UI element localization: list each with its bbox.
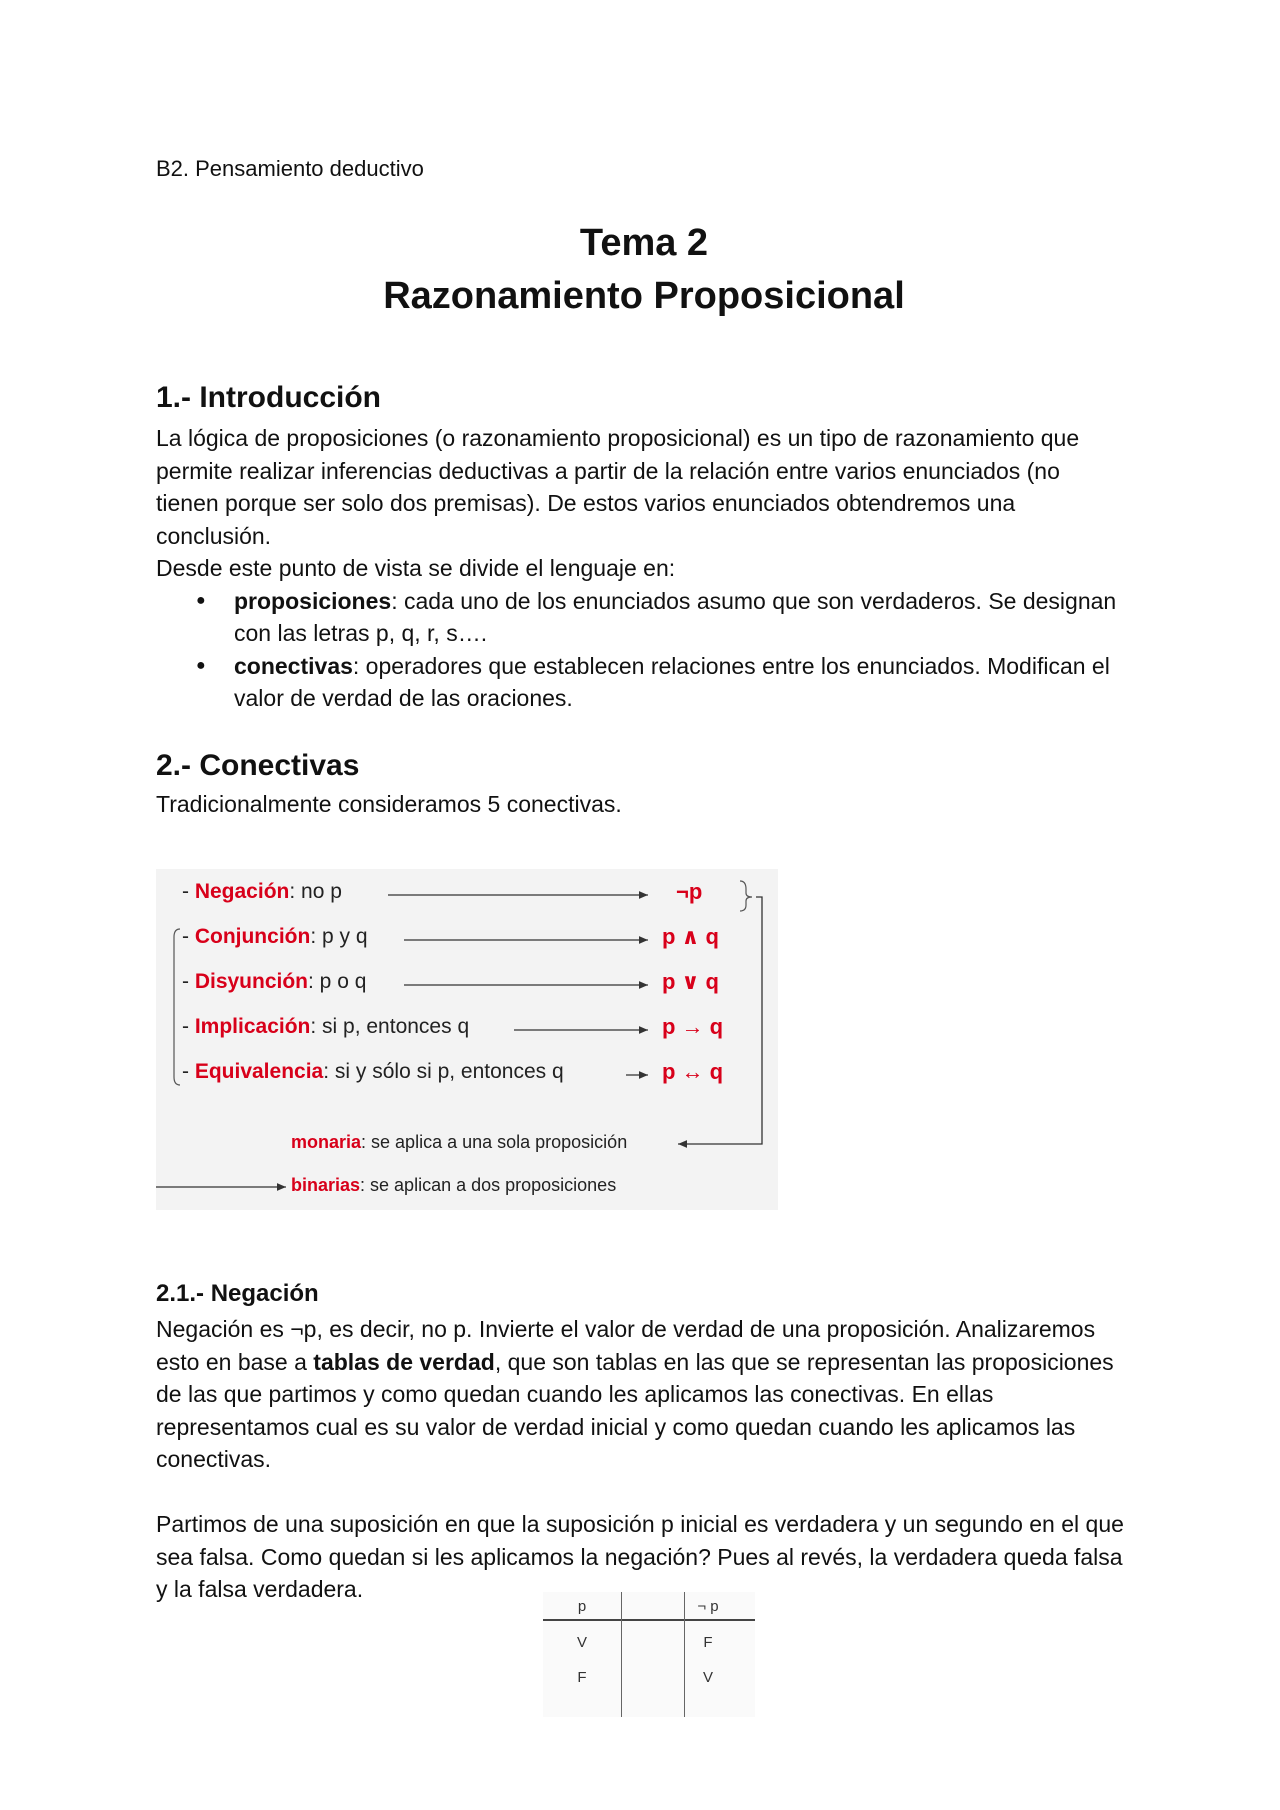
bullet-text: : operadores que establecen relaciones entre los enunciados. Modifican el valor de verdad de las oraciones.: [234, 652, 1110, 711]
table-cell: V: [576, 1634, 587, 1651]
connective-row-disyuncion: [182, 970, 366, 994]
connective-row-conjuncion: [182, 925, 368, 949]
connective-name: Equivalencia: [194, 1060, 324, 1083]
row-prefix: -: [182, 925, 195, 948]
list-item: [156, 650, 1126, 715]
section2-heading: 2.- Conectivas: [156, 749, 360, 782]
section1-body: [156, 422, 1126, 715]
section21-paragraph2: Partimos de una suposición en que la suposición p inicial es verdadera y un segundo en el que sea falsa. Como quedan si les aplicamos la negación? Pues al revés, la verdadera queda falsa y la falsa verdadera.: [156, 1511, 1124, 1602]
symbol-conjuncion: p ∧ q: [662, 924, 719, 949]
symbol-negacion: ¬p: [676, 879, 703, 904]
table-cell: F: [703, 1634, 713, 1651]
row-prefix: -: [182, 1015, 195, 1038]
symbol-equivalencia: p ↔ q: [662, 1059, 724, 1084]
row-prefix: -: [182, 1060, 195, 1083]
course-label: B2. Pensamiento deductivo: [156, 156, 424, 181]
section1-heading: 1.- Introducción: [156, 381, 381, 414]
connective-name: Implicación: [194, 1015, 311, 1038]
section21-body: [156, 1313, 1126, 1606]
connective-desc: : si p, entonces q: [310, 1015, 470, 1038]
table-header-cell: p: [577, 1598, 587, 1615]
connective-name: Conjunción: [194, 925, 311, 948]
paragraph-text: Negación es ¬p, es decir, no p. Invierte el valor de verdad de una proposición. Analizaremos esto en base a: [156, 1316, 1096, 1375]
section1-paragraph2: Desde este punto de vista se divide el lenguaje en:: [156, 555, 676, 581]
bullet-list: [156, 585, 1126, 715]
symbol-implicacion: p → q: [662, 1014, 724, 1039]
paragraph-bold: tablas de verdad: [313, 1348, 495, 1375]
table-header-cell: ¬ p: [697, 1598, 719, 1615]
table-cell: V: [702, 1669, 713, 1686]
section1-paragraph1: La lógica de proposiciones (o razonamiento proposicional) es un tipo de razonamiento que permite realizar inferencias deductivas a partir de la relación entre varios enunciados (no tienen porque ser solo dos premisas). De estos varios enunciados obtendremos una conclusión.: [156, 425, 1080, 549]
bullet-text: : cada uno de los enunciados asumo que son verdaderos. Se designan con las letras p, q, r, s….: [234, 587, 1117, 646]
monaria-term: monaria: [291, 1132, 362, 1152]
binarias-note: [291, 1175, 616, 1196]
connective-desc: : no p: [289, 880, 342, 903]
monaria-note: [291, 1132, 627, 1153]
connective-desc: : p o q: [308, 970, 367, 993]
paragraph-text: , que son tablas en las que se representan las proposiciones de las que partimos y como quedan cuando les aplicamos las conectivas. En ellas representamos cual es su valor de verdad inicial y como quedan cuando les aplicamos las conectivas.: [156, 1348, 1114, 1472]
binarias-text: : se aplican a dos proposiciones: [360, 1175, 617, 1195]
row-prefix: -: [182, 880, 195, 903]
connective-name: Disyunción: [194, 970, 309, 993]
section21-paragraph1: [156, 1313, 1126, 1476]
connective-name: Negación: [194, 880, 290, 903]
connective-desc: : si y sólo si p, entonces q: [323, 1060, 564, 1083]
table-cell: F: [577, 1669, 587, 1686]
monaria-text: : se aplica a una sola proposición: [361, 1132, 628, 1152]
page-title-line1: Tema 2: [579, 222, 709, 264]
section2-intro: Tradicionalmente consideramos 5 conectivas.: [156, 791, 622, 817]
symbol-disyuncion: p ∨ q: [662, 969, 719, 994]
row-prefix: -: [182, 970, 195, 993]
list-item: [156, 585, 1126, 650]
connective-row-negacion: [182, 880, 342, 904]
section21-heading: 2.1.- Negación: [156, 1280, 319, 1307]
connective-row-implicacion: [182, 1015, 469, 1039]
table-divider: [621, 1592, 622, 1717]
negation-brace: [740, 881, 752, 911]
connective-desc: : p y q: [310, 925, 368, 948]
truth-table: [543, 1592, 755, 1717]
bullet-term: conectivas: [234, 652, 353, 679]
table-divider: [684, 1592, 685, 1717]
connectives-diagram: [156, 869, 778, 1210]
page-title-line2: Razonamiento Proposicional: [383, 275, 905, 317]
bullet-term: proposiciones: [234, 587, 392, 614]
connective-row-equivalencia: [182, 1060, 564, 1084]
binarias-term: binarias: [291, 1175, 361, 1195]
binary-bracket: [174, 929, 180, 1085]
